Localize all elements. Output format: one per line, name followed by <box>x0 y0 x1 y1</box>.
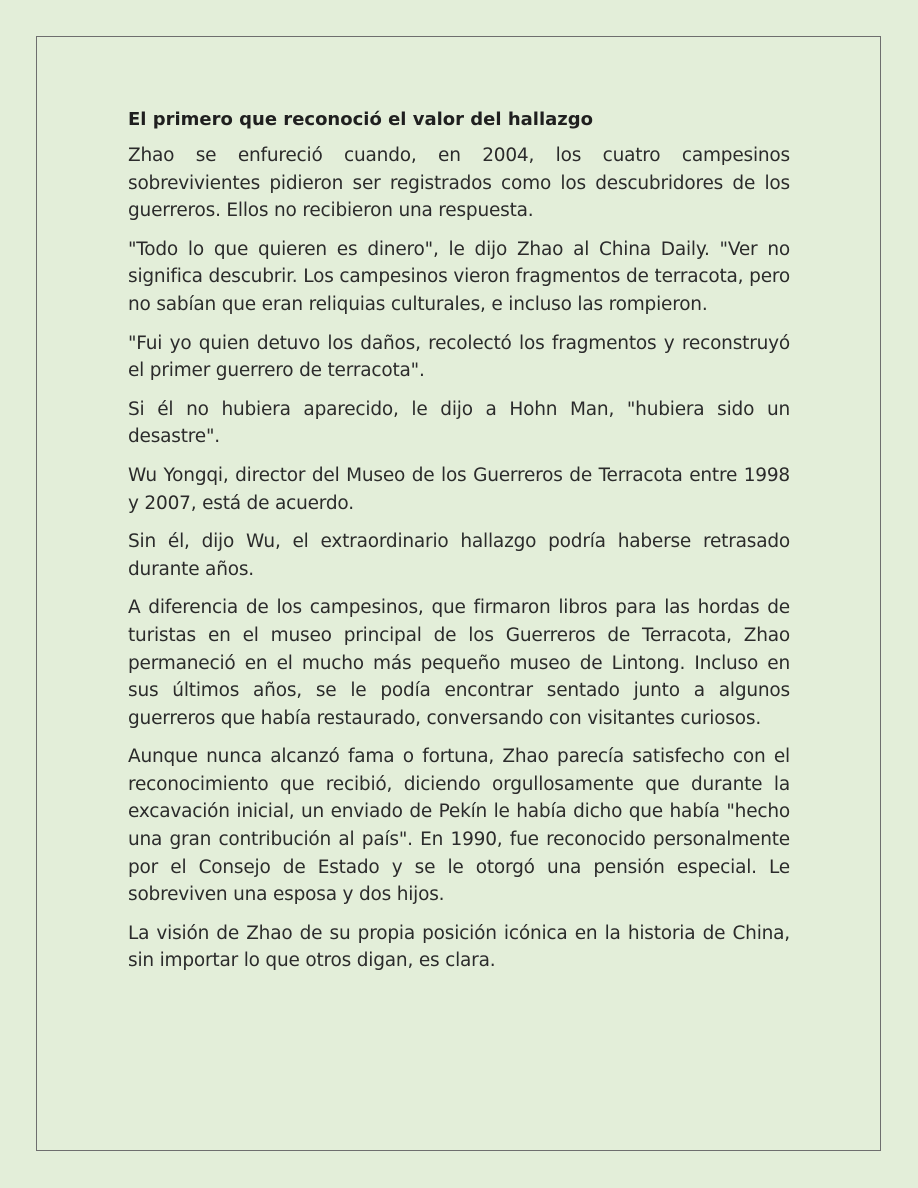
paragraph-4: Si él no hubiera aparecido, le dijo a Hohn Man, "hubiera sido un desastre". <box>128 398 790 448</box>
paragraph-1: Zhao se enfureció cuando, en 2004, los cuatro campesinos sobrevivientes pidieron ser registrados como los descubridores de los guerreros. Ellos no recibieron una respuesta. <box>128 145 790 222</box>
paragraph-2: "Todo lo que quieren es dinero", le dijo Zhao al China Daily. "Ver no significa descubrir. Los campesinos vieron fragmentos de terracota, pero no sabían que eran reliquias culturales, e incluso las rompieron. <box>128 238 790 315</box>
paragraph-9: La visión de Zhao de su propia posición icónica en la historia de China, sin importar lo que otros digan, es clara. <box>128 922 790 972</box>
article-heading: El primero que reconoció el valor del hallazgo <box>128 109 593 130</box>
paragraph-3: "Fui yo quien detuvo los daños, recolectó los fragmentos y reconstruyó el primer guerrero de terracota". <box>128 332 790 382</box>
paragraph-8: Aunque nunca alcanzó fama o fortuna, Zhao parecía satisfecho con el reconocimiento que recibió, diciendo orgullosamente que durante la excavación inicial, un enviado de Pekín le había dicho que había "hecho una gran contribución al país". En 1990, fue reconocido personalmente por el Consejo de Estado y se le otorgó una pensión especial. Le sobreviven una esposa y dos hijos. <box>128 746 790 906</box>
paragraph-5: Wu Yongqi, director del Museo de los Guerreros de Terracota entre 1998 y 2007, está de acuerdo. <box>128 464 790 514</box>
paragraph-7: A diferencia de los campesinos, que firmaron libros para las hordas de turistas en el museo principal de los Guerreros de Terracota, Zhao permaneció en el mucho más pequeño museo de Lintong. Incluso en sus últimos años, se le podía encontrar sentado junto a algunos guerreros que había restaurado, conversando con visitantes curiosos. <box>128 597 790 729</box>
article-body <box>128 106 790 986</box>
paragraph-6: Sin él, dijo Wu, el extraordinario hallazgo podría haberse retrasado durante años. <box>128 531 790 580</box>
